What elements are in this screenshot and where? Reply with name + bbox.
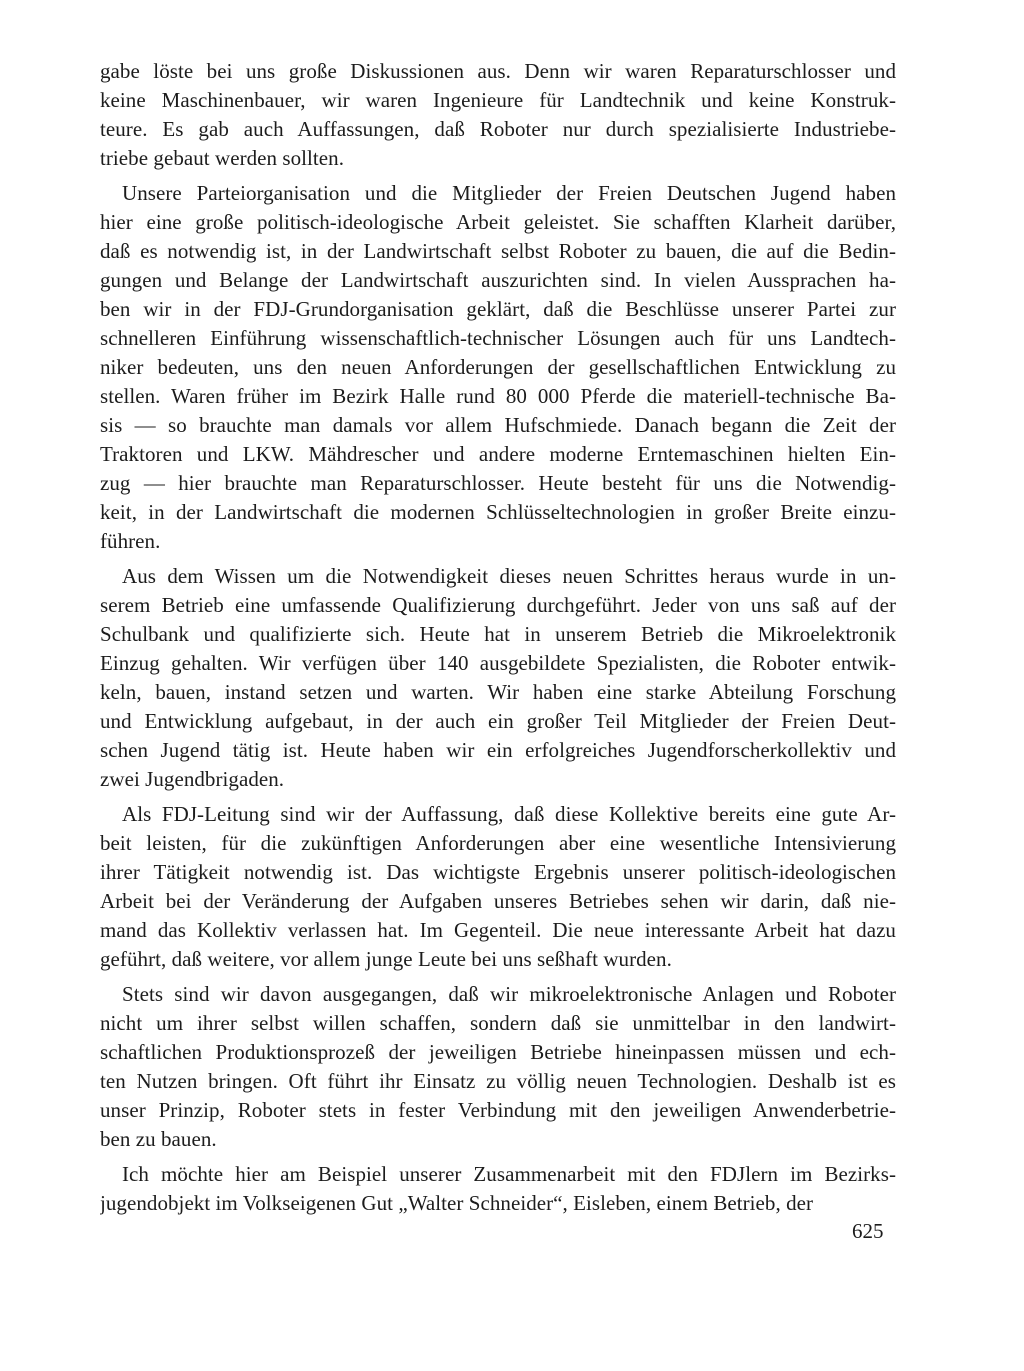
text-line: daß es notwendig ist, in der Landwirtschaft selbst Roboter zu bauen, die auf die Bedin-	[100, 239, 896, 263]
text-line: geführt, daß weitere, vor allem junge Leute bei uns seßhaft wurden.	[100, 947, 672, 971]
text-line: ten Nutzen bringen. Oft führt ihr Einsatz zu völlig neuen Technologien. Deshalb ist es	[100, 1069, 896, 1093]
paragraph	[100, 980, 896, 1154]
paragraph	[100, 179, 896, 556]
text-line: hier eine große politisch-ideologische Arbeit geleistet. Sie schafften Klarheit darüber,	[100, 210, 896, 234]
text-line: sis — so brauchte man damals vor allem Hufschmiede. Danach begann die Zeit der	[100, 413, 896, 437]
text-line: triebe gebaut werden sollten.	[100, 146, 345, 170]
text-line: Unsere Parteiorganisation und die Mitglieder der Freien Deutschen Jugend haben	[122, 181, 896, 205]
text-line: Als FDJ-Leitung sind wir der Auffassung, daß diese Kollektive bereits eine gute Ar-	[122, 802, 896, 826]
paragraph	[100, 800, 896, 974]
text-line: Arbeit bei der Veränderung der Aufgaben unseres Betriebes sehen wir darin, daß nie-	[100, 889, 896, 913]
text-line: keit, in der Landwirtschaft die modernen Schlüsseltechnologien in großer Breite einzu-	[100, 500, 896, 524]
text-line: nicht um ihrer selbst willen schaffen, sondern daß sie unmittelbar in den landwirt-	[100, 1011, 896, 1035]
text-line: stellen. Waren früher im Bezirk Halle rund 80 000 Pferde die materiell-technische Ba-	[100, 384, 896, 408]
text-line: gabe löste bei uns große Diskussionen aus. Denn wir waren Reparaturschlosser und	[100, 59, 896, 83]
text-line: Ich möchte hier am Beispiel unserer Zusammenarbeit mit den FDJlern im Bezirks-	[122, 1162, 896, 1186]
text-line: schnelleren Einführung wissenschaftlich-technischer Lösungen auch für uns Landtech-	[100, 326, 896, 350]
text-line: schaftlichen Produktionsprozeß der jeweiligen Betriebe hineinpassen müssen und ech-	[100, 1040, 896, 1064]
text-line: zug — hier brauchte man Reparaturschlosser. Heute besteht für uns die Notwendig-	[100, 471, 896, 495]
paragraph	[100, 1160, 896, 1218]
text-line: Einzug gehalten. Wir verfügen über 140 ausgebildete Spezialisten, die Roboter entwik-	[100, 651, 896, 675]
text-line: teure. Es gab auch Auffassungen, daß Roboter nur durch spezialisierte Industriebe-	[100, 117, 896, 141]
text-line: und Entwicklung aufgebaut, in der auch ein großer Teil Mitglieder der Freien Deut-	[100, 709, 896, 733]
text-line: Aus dem Wissen um die Notwendigkeit dieses neuen Schrittes heraus wurde in un-	[122, 564, 896, 588]
text-line: keine Maschinenbauer, wir waren Ingenieure für Landtechnik und keine Konstruk-	[100, 88, 896, 112]
text-line: gungen und Belange der Landwirtschaft auszurichten sind. In vielen Aussprachen ha-	[100, 268, 896, 292]
text-line: führen.	[100, 529, 161, 553]
page-text	[100, 57, 896, 1218]
text-line: jugendobjekt im Volkseigenen Gut „Walter Schneider“, Eisleben, einem Betrieb, der	[100, 1191, 814, 1215]
text-line: zwei Jugendbrigaden.	[100, 767, 285, 791]
text-line: Stets sind wir davon ausgegangen, daß wir mikroelektronische Anlagen und Roboter	[122, 982, 896, 1006]
text-line: niker bedeuten, uns den neuen Anforderungen der gesellschaftlichen Entwicklung zu	[100, 355, 896, 379]
text-line: ben wir in der FDJ-Grundorganisation geklärt, daß die Beschlüsse unserer Partei zur	[100, 297, 896, 321]
text-line: schen Jugend tätig ist. Heute haben wir ein erfolgreiches Jugendforscherkollektiv und	[100, 738, 896, 762]
text-line: ben zu bauen.	[100, 1127, 217, 1151]
text-line: Traktoren und LKW. Mähdrescher und andere moderne Erntemaschinen hielten Ein-	[100, 442, 896, 466]
text-line: keln, bauen, instand setzen und warten. Wir haben eine starke Abteilung Forschung	[100, 680, 896, 704]
text-line: ihrer Tätigkeit notwendig ist. Das wichtigste Ergebnis unserer politisch-ideologischen	[100, 860, 896, 884]
paragraph	[100, 57, 896, 173]
text-line: serem Betrieb eine umfassende Qualifizierung durchgeführt. Jeder von uns saß auf der	[100, 593, 896, 617]
text-line: Schulbank und qualifizierte sich. Heute hat in unserem Betrieb die Mikroelektronik	[100, 622, 896, 646]
text-line: beit leisten, für die zukünftigen Anforderungen aber eine wesentliche Intensivierung	[100, 831, 896, 855]
text-line: mand das Kollektiv verlassen hat. Im Gegenteil. Die neue interessante Arbeit hat dazu	[100, 918, 896, 942]
paragraph	[100, 562, 896, 794]
page-number: 625	[852, 1219, 884, 1243]
text-line: unser Prinzip, Roboter stets in fester Verbindung mit den jeweiligen Anwenderbetrie-	[100, 1098, 896, 1122]
